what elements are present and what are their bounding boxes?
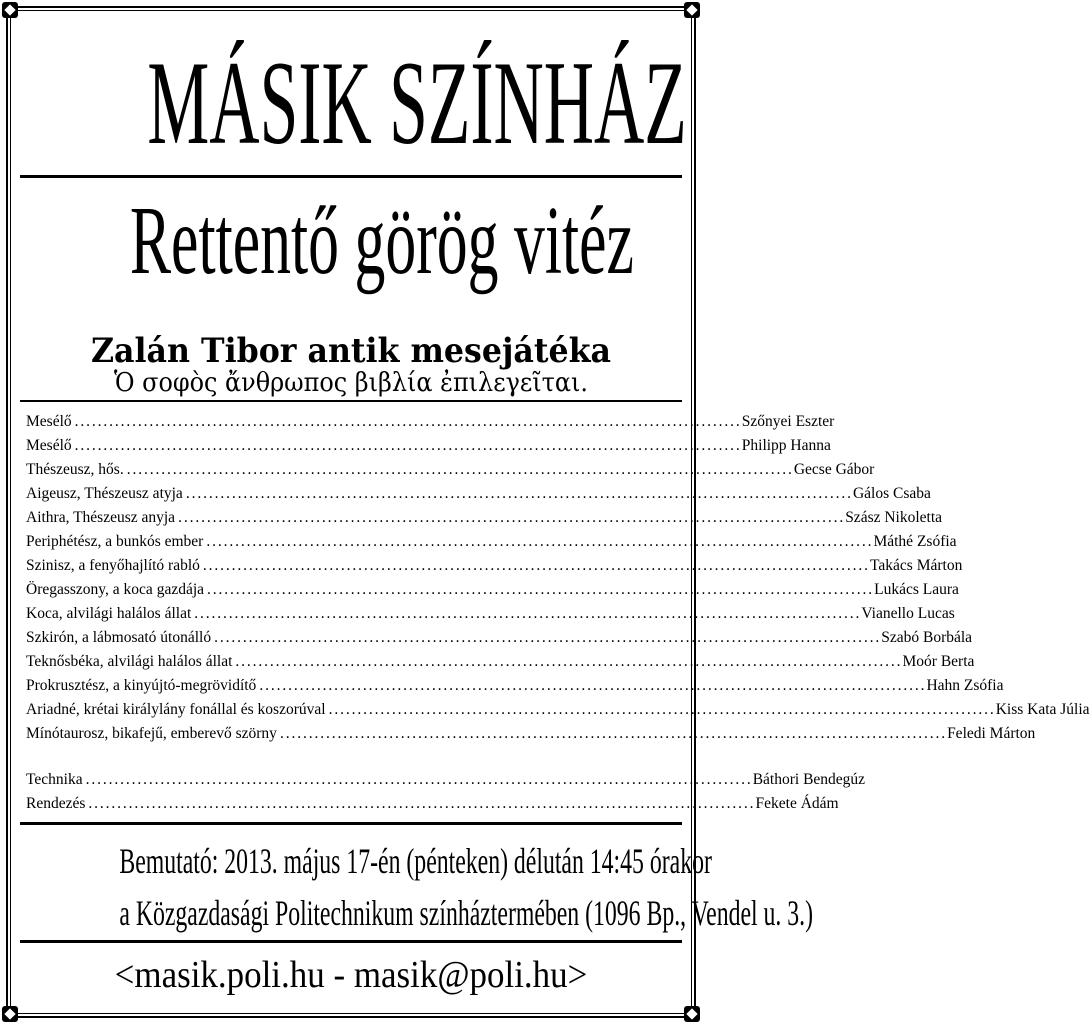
cast-row [26,698,1090,722]
cast-actor: Gálos Csaba [852,485,931,502]
cast-role: Periphétész, a bunkós ember [26,533,204,550]
cast-role: Öregasszony, a koca gazdája [26,581,205,598]
divider [20,940,682,943]
divider [20,822,682,825]
cast-row [26,554,963,578]
crew-role: Technika [26,771,83,788]
cast-row [26,410,835,434]
cast-role: Mínótaurosz, bikafejű, emberevő szörny [26,725,277,742]
divider [20,400,682,402]
cast-role: Aithra, Thészeusz anyja [26,509,176,526]
corner-ornament-icon [2,2,18,18]
cast-row [26,674,1004,698]
cast-role: Koca, alvilági halálos állat [26,605,192,622]
cast-role: Mesélő [26,413,72,430]
cast-role: Szinisz, a fenyőhajlító rabló [26,557,200,574]
cast-row [26,482,931,506]
cast-role: Thészeusz, hős. [26,461,124,478]
cast-role: Mesélő [26,437,72,454]
cast-row [26,578,959,602]
venue-line: a Közgazdasági Politechnikum színháztermében (1096 Bp., Vendel u. 3.) [119,893,814,933]
contact-line: <masik.poli.hu - masik@poli.hu> [114,954,588,996]
cast-row [26,506,943,530]
cast-row [26,650,975,674]
divider [20,175,682,178]
cast-actor: Szász Nikoletta [845,509,943,526]
cast-role: Aigeusz, Thészeusz atyja [26,485,183,502]
cast-actor: Feledi Márton [947,725,1036,742]
cast-actor: Kiss Kata Júlia [995,701,1090,718]
play-title: Rettentő görög vitéz [129,187,634,295]
theatre-title: MÁSIK SZÍNHÁZ [147,36,687,169]
cast-row [26,530,957,554]
cast-row [26,626,973,650]
cast-actor: Gecse Gábor [793,461,875,478]
author-line: Zalán Tibor antik mesejátéka [90,331,612,371]
cast-actor: Máthé Zsófia [873,533,957,550]
crew-member: Báthori Bendegúz [752,771,866,788]
cast-actor: Takács Márton [870,557,963,574]
cast-actor: Szőnyei Eszter [741,413,835,430]
cast-row [26,434,831,458]
crew-row [26,792,839,816]
cast-actor: Szabó Borbála [881,629,973,646]
cast-row [26,458,875,482]
cast-role: Prokrusztész, a kinyújtó-megrövidítő [26,677,257,694]
cast-role: Teknősbéka, alvilági halálos állat [26,653,233,670]
crew-member: Fekete Ádám [755,795,839,812]
cast-role: Szkirón, a lábmosató útonálló [26,629,212,646]
cast-list [26,410,1090,816]
greek-quote: Ὁ σοφὸς ἄνθρωπος βιβλία ἐπιλεγεῖται. [113,368,589,398]
cast-actor: Hahn Zsófia [926,677,1004,694]
cast-actor: Vianello Lucas [861,605,955,622]
corner-ornament-icon [684,2,700,18]
crew-role: Rendezés [26,795,86,812]
corner-ornament-icon [2,1006,18,1022]
cast-actor: Moór Berta [902,653,975,670]
cast-role: Ariadné, krétai királylány fonállal és koszorúval [26,701,326,718]
premiere-line: Bemutató: 2013. május 17-én (pénteken) délután 14:45 órakor [119,841,712,881]
cast-row [26,602,955,626]
cast-actor: Philipp Hanna [741,437,831,454]
cast-actor: Lukács Laura [874,581,959,598]
corner-ornament-icon [684,1006,700,1022]
crew-row [26,768,866,792]
cast-row [26,722,1036,746]
